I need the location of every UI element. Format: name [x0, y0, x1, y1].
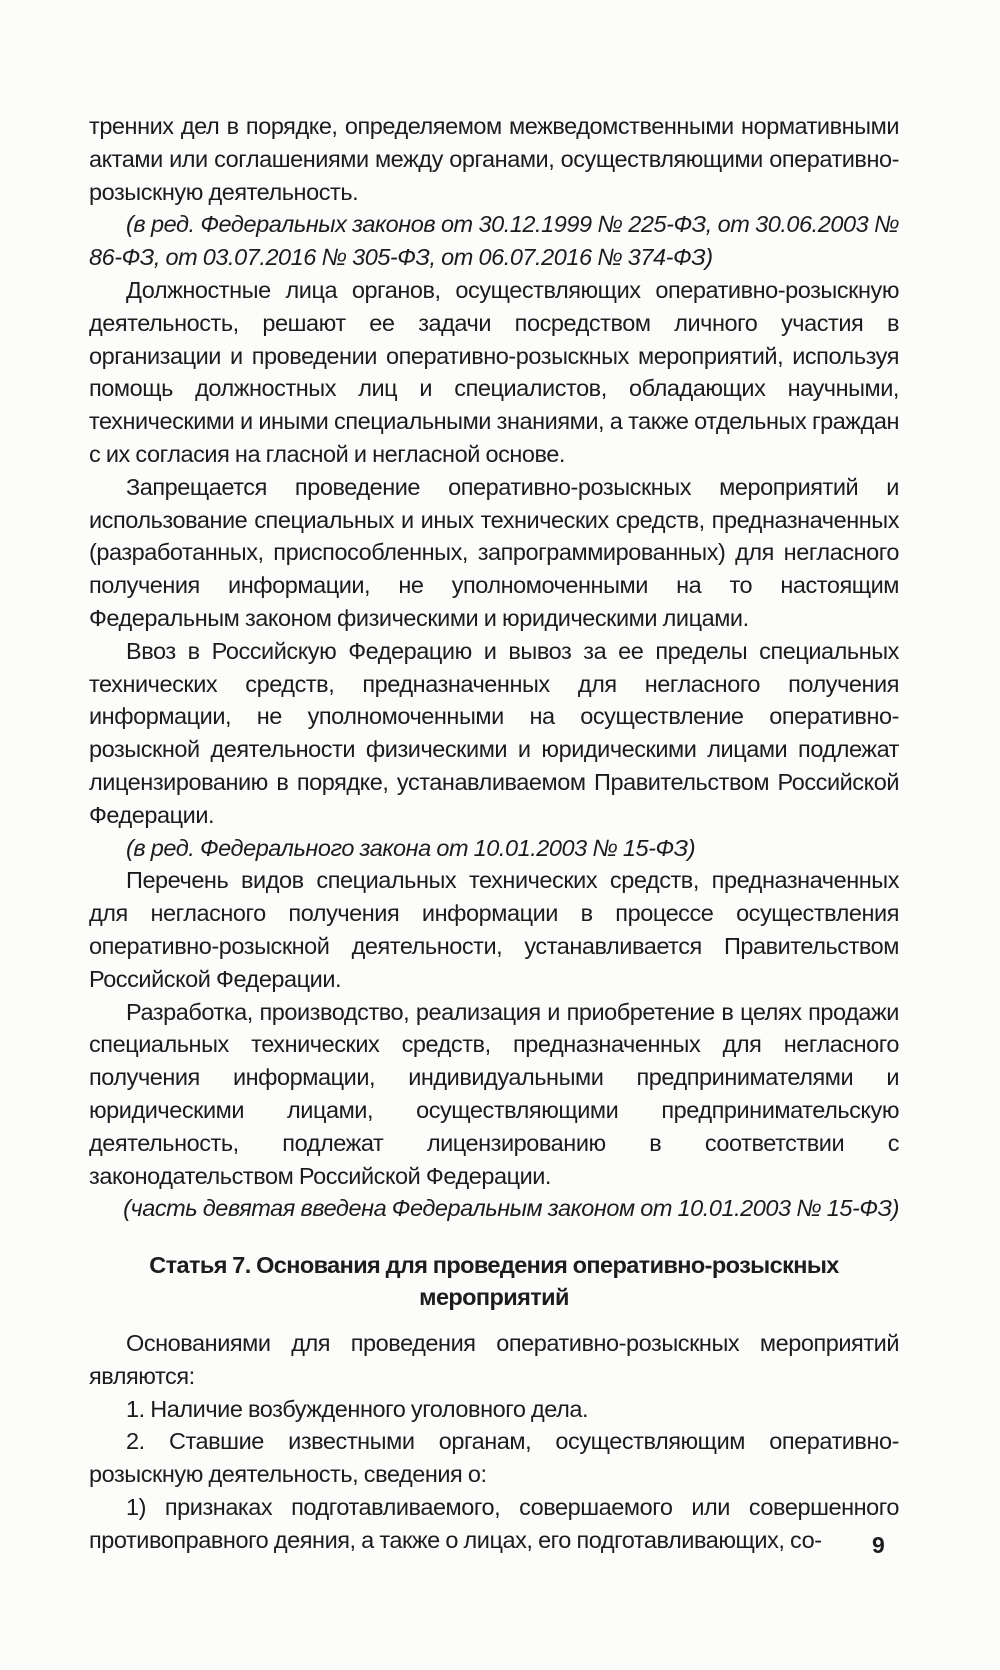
paragraph-continued: тренних дел в порядке, определяемом межведомственными нормативными актами или соглашениями между органами, осуществляющими оперативно-розыскную деятельность. [89, 113, 899, 205]
paragraph: Разработка, производство, реализация и приобретение в целях продажи специальных технических средств, предназначенных для негласного получения информации, индивидуальными предпринимателями и юридическими лицами, осуществляющими предпринимательскую деятельность, подлежат лицензированию в соответствии с законодательством Российской Федерации. [89, 998, 899, 1189]
list-item: 1. Наличие возбужденного уголовного дела. [126, 1395, 589, 1422]
page-text [89, 110, 899, 1557]
paragraph: Запрещается проведение оперативно-розыскных мероприятий и использование специальных и иных технических средств, предназначенных (разработанных, приспособленных, запрограммированных) для негласного получения информации, не уполномоченными на то настоящим Федеральным законом физическими и юридическими лицами. [89, 473, 899, 631]
paragraph: Ввоз в Российскую Федерацию и вывоз за ее пределы специальных технических средств, предназначенных для негласного получения информации, не уполномоченными на осуществление оперативно-розыскной деятельности физическими и юридическими лицами подлежат лицензированию в порядке, устанавливаемом Правительством Российской Федерации. [89, 637, 899, 828]
paragraph: Основаниями для проведения оперативно-розыскных мероприятий являются: [89, 1330, 899, 1389]
amendment-note: (часть девятая введена Федеральным законом от 10.01.2003 № 15-ФЗ) [123, 1195, 899, 1222]
list-item: 1) признаках подготавливаемого, совершаемого или совершенного противоправного деяния, а также о лицах, его подготавливающих, со- [89, 1494, 899, 1553]
page-number: 9 [872, 1532, 885, 1558]
article-heading [89, 1249, 899, 1313]
amendment-note: (в ред. Федерального закона от 10.01.2003 № 15-ФЗ) [126, 834, 696, 861]
article-heading-line: мероприятий [419, 1284, 569, 1311]
amendment-note: (в ред. Федеральных законов от 30.12.1999 № 225-ФЗ, от 30.06.2003 № 86-ФЗ, от 03.07.2016 № 305-ФЗ, от 06.07.2016 № 374-ФЗ) [89, 211, 899, 271]
paragraph: Перечень видов специальных технических средств, предназначенных для негласного получения информации в процессе осуществления оперативно-розыскной деятельности, устанавливается Правительством Российской Федерации. [89, 867, 899, 992]
paragraph: Должностные лица органов, осуществляющих оперативно-розыскную деятельность, решают ее задачи посредством личного участия в организации и проведении оперативно-розыскных мероприятий, используя помощь должностных лиц и специалистов, обладающих научными, техническими и иными специальными знаниями, а также отдельных граждан с их согласия на гласной и негласной основе. [89, 276, 899, 467]
list-item: 2. Ставшие известными органам, осуществляющим оперативно-розыскную деятельность, сведения о: [89, 1428, 899, 1488]
article-heading-line: Статья 7. Основания для проведения оперативно-розыскных [149, 1252, 839, 1279]
